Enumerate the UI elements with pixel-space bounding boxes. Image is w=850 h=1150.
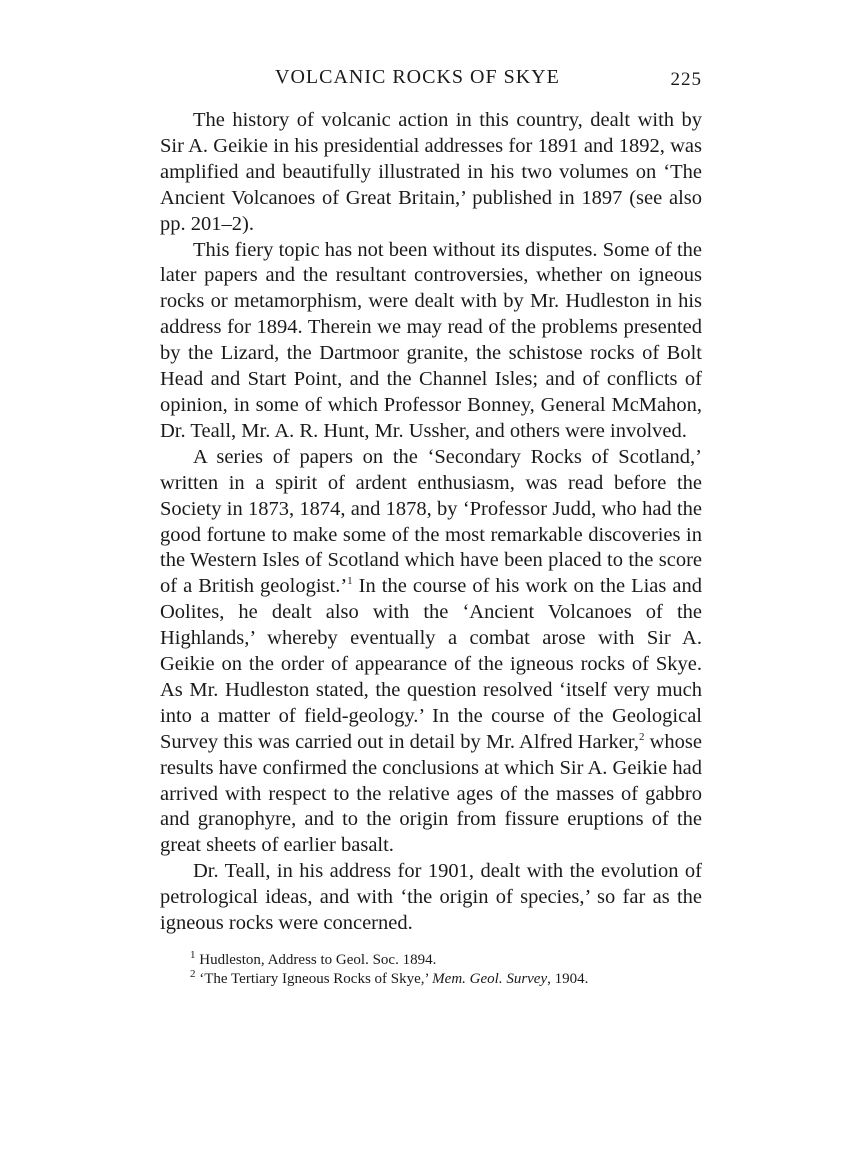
footnote-text-b: , 1904. — [547, 971, 589, 987]
running-head — [160, 62, 702, 96]
footnote-text: Hudleston, Address to Geol. Soc. 1894. — [199, 952, 437, 968]
body-text — [160, 108, 702, 937]
paragraph-2: This fiery topic has not been without its disputes. Some of the later papers and the resultant controversies, whether on igneous rocks or metamorphism, were dealt with by Mr. Hudleston in his address for 1894. Therein we may read of the problems presented by the Lizard, the Dartmoor granite, the schistose rocks of Bolt Head and Start Point, and the Channel Isles; and of conflicts of opinion, in some of which Professor Bonney, General McMahon, Dr. Teall, Mr. A. R. Hunt, Mr. Ussher, and others were involved. — [160, 238, 702, 442]
page-number: 225 — [670, 69, 702, 90]
footnote-1 — [160, 951, 702, 970]
paragraph-4: Dr. Teall, in his address for 1901, dealt with the evolution of petrological ideas, and with ‘the origin of species,’ so far as the igneous rocks were concerned. — [160, 860, 702, 935]
footnotes — [160, 951, 702, 989]
paragraph-3 — [160, 445, 702, 860]
footnote-text-a: ‘The Tertiary Igneous Rocks of Skye,’ — [199, 971, 433, 987]
footnote-marker: 2 — [190, 968, 196, 980]
footnote-ref-1: 1 — [347, 575, 353, 588]
footnote-marker: 1 — [190, 949, 196, 961]
paragraph-1: The history of volcanic action in this country, dealt with by Sir A. Geikie in his presidential addresses for 1891 and 1892, was amplified and beautifully illustrated in his two volumes on ‘The Ancient Volcanoes of Great Britain,’ published in 1897 (see also pp. 201–2). — [160, 109, 702, 235]
footnote-ref-2: 2 — [638, 730, 645, 743]
paragraph-3-text-b: In the course of his work on the Lias and Oolites, he dealt also with the ‘Ancient Volcanoes of the Highlands,’ whereby eventually a combat arose with Sir A. Geikie on the order of appearance of the igneous rocks of Skye. As Mr. Hudleston stated, the question resolved ‘itself very much into a matter of field-geology.’ In the course of the Geological Survey this was carried out in detail by Mr. Alfred Harker, — [160, 575, 702, 753]
paragraph-3-text-c: whose results have confirmed the conclusions at which Sir A. Geikie had arrived with respect to the relative ages of the masses of gabbro and granophyre, and to the origin from fissure eruptions of the great sheets of earlier basalt. — [160, 730, 703, 857]
footnote-2 — [160, 970, 702, 989]
running-title: VOLCANIC ROCKS OF SKYE — [275, 66, 560, 88]
book-page — [160, 62, 702, 989]
footnote-italic-title: Mem. Geol. Survey — [432, 971, 548, 987]
paragraph-3-text-a: A series of papers on the ‘Secondary Rocks of Scotland,’ written in a spirit of ardent enthusiasm, was read before the Society in 1873, 1874, and 1878, by ‘Professor Judd, who had the good fortune to make some of the most remarkable discoveries in the Western Isles of Scotland which have been placed to the score of a British geologist.’ — [160, 445, 702, 598]
